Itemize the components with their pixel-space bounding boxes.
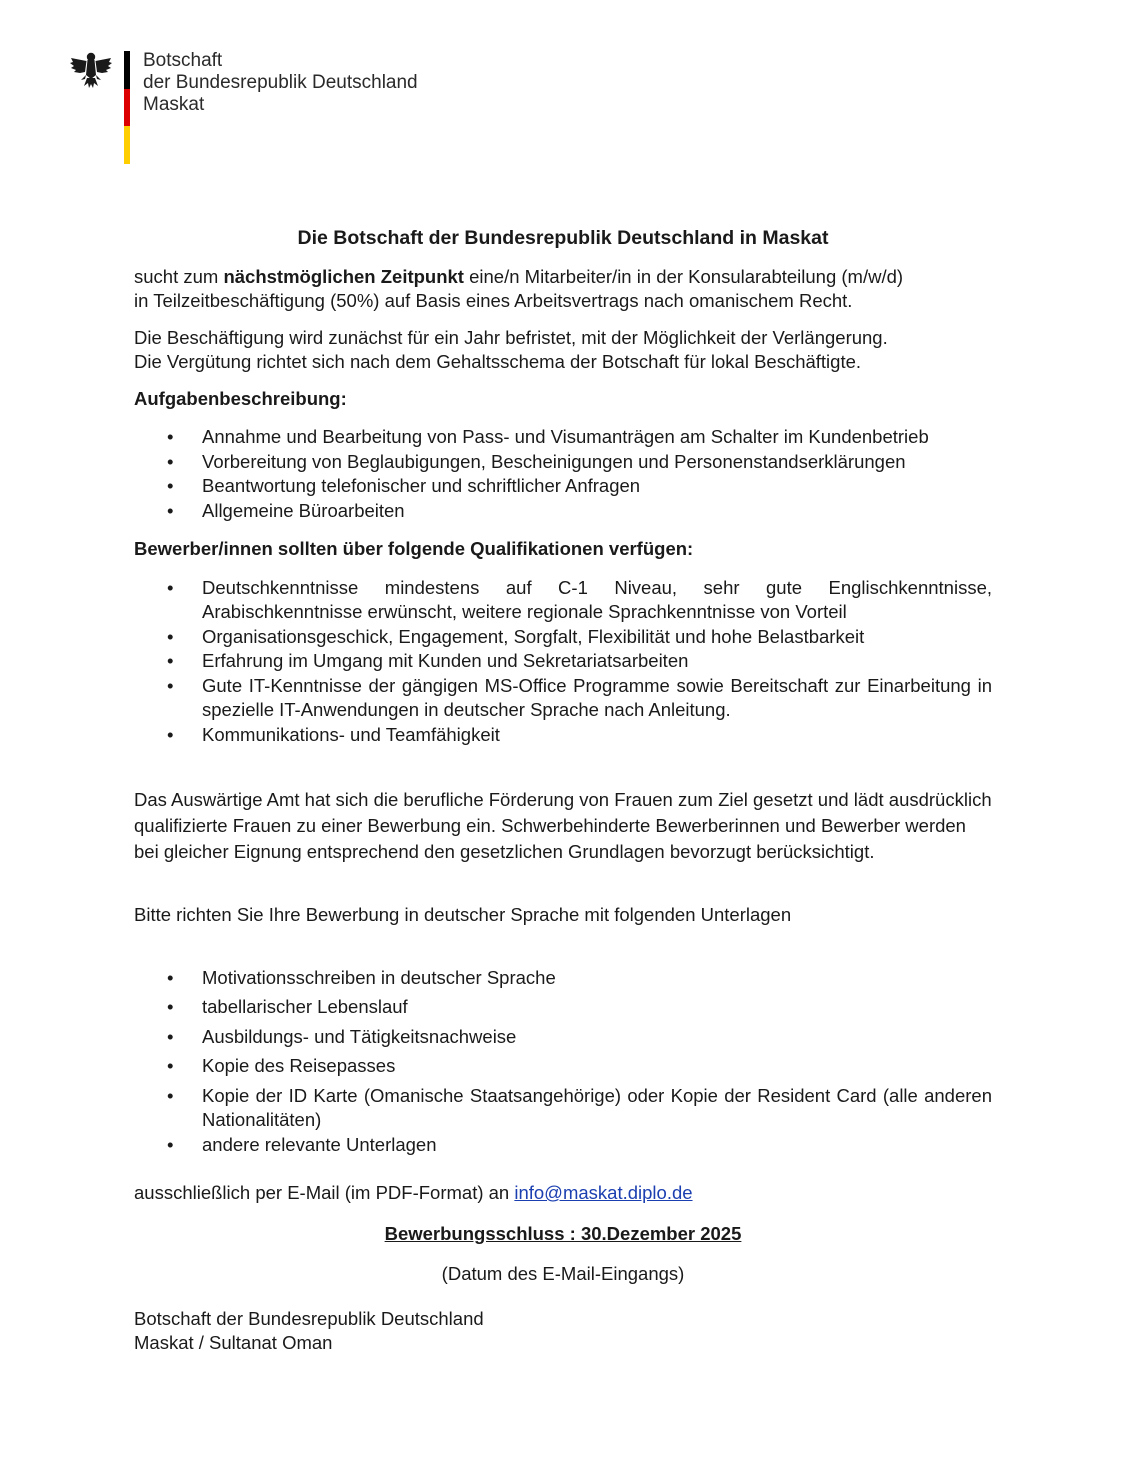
footer-line-2: Maskat / Sultanat Oman (134, 1331, 333, 1353)
german-flag-bar (124, 51, 130, 164)
flag-stripe-red (124, 89, 130, 127)
letterhead-line-1: Botschaft (143, 50, 223, 71)
list-item: • Kommunikations- und Teamfähigkeit (134, 723, 992, 748)
list-item: • Erfahrung im Umgang mit Kunden und Sekretariatsarbeiten (134, 649, 992, 674)
letterhead-line-2: der Bundesrepublik Deutschland (143, 72, 418, 93)
employment-line-1: Die Beschäftigung wird zunächst für ein Jahr befristet, mit der Möglichkeit der Verlängerung. (134, 326, 888, 348)
deadline-note: (Datum des E-Mail-Eingangs) (441, 1263, 685, 1284)
tasks-heading: Aufgabenbeschreibung: (134, 387, 347, 409)
list-item: • Motivationsschreiben in deutscher Sprache (134, 966, 992, 991)
documents-list (134, 966, 992, 1158)
flag-stripe-gold (124, 126, 130, 164)
list-item: • Organisationsgeschick, Engagement, Sorgfalt, Flexibilität und hohe Belastbarkeit (134, 625, 992, 650)
tasks-list (134, 425, 992, 523)
intro-bold: nächstmöglichen Zeitpunkt (223, 265, 464, 287)
document-title: Die Botschaft der Bundesrepublik Deutschland in Maskat (297, 227, 829, 249)
deadline: Bewerbungsschluss : 30.Dezember 2025 (384, 1222, 742, 1244)
equality-paragraph: Das Auswärtige Amt hat sich die berufliche Förderung von Frauen zum Ziel gesetzt und lädt ausdrücklich qualifizierte Frauen zu einer Bewerbung ein. Schwerbehinderte Bewerberinnen und Bewerber werden bei gleicher Eignung entsprechend den gesetzlichen Grundlagen bevorzugt berücksichtigt. (134, 789, 992, 862)
list-item: • Deutschkenntnisse mindestens auf C-1 Niveau, sehr gute Englischkenntnisse, Arabischkenntnisse erwünscht, weitere regionale Sprachkenntnisse von Vorteil (134, 576, 992, 625)
qualifications-heading: Bewerber/innen sollten über folgende Qualifikationen verfügen: (134, 538, 694, 559)
letterhead-line-3: Maskat (143, 94, 205, 115)
list-item: • Kopie der ID Karte (Omanische Staatsangehörige) oder Kopie der Resident Card (alle anderen Nationalitäten) (134, 1084, 992, 1133)
email-instruction (134, 1181, 992, 1206)
list-item: • Allgemeine Büroarbeiten (134, 499, 992, 524)
letterhead (68, 48, 488, 168)
intro-post1: eine/n Mitarbeiter/in in der Konsularabteilung (m/w/d) (463, 265, 904, 287)
document-body (134, 226, 992, 1355)
list-item: • Vorbereitung von Beglaubigungen, Bescheinigungen und Personenstandserklärungen (134, 450, 992, 475)
qualifications-list (134, 576, 992, 748)
letterhead-text (143, 50, 418, 116)
intro-pre: sucht zum (134, 265, 224, 287)
footer-line-1: Botschaft der Bundesrepublik Deutschland (134, 1307, 484, 1329)
employment-line-2: Die Vergütung richtet sich nach dem Gehaltsschema der Botschaft für lokal Beschäftigte. (134, 351, 862, 372)
list-item: • Gute IT-Kenntnisse der gängigen MS-Office Programme sowie Bereitschaft zur Einarbeitung in spezielle IT-Anwendungen in deutscher Sprache nach Anleitung. (134, 674, 992, 723)
intro-paragraph (134, 265, 992, 314)
email-instruction-text: ausschließlich per E-Mail (im PDF-Format) an (134, 1182, 515, 1203)
list-item: • Kopie des Reisepasses (134, 1054, 992, 1079)
list-item: • Beantwortung telefonischer und schriftlicher Anfragen (134, 474, 992, 499)
flag-stripe-black (124, 51, 130, 89)
email-link[interactable]: info@maskat.diplo.de (514, 1182, 693, 1203)
application-intro: Bitte richten Sie Ihre Bewerbung in deutscher Sprache mit folgenden Unterlagen (134, 904, 792, 925)
list-item: • tabellarischer Lebenslauf (134, 995, 992, 1020)
intro-post2: in Teilzeitbeschäftigung (50%) auf Basis eines Arbeitsvertrags nach omanischem Recht. (134, 290, 853, 311)
federal-eagle-icon (68, 48, 114, 94)
employment-paragraph (134, 326, 992, 375)
list-item: • Annahme und Bearbeitung von Pass- und Visumanträgen am Schalter im Kundenbetrieb (134, 425, 992, 450)
list-item: • andere relevante Unterlagen (134, 1133, 992, 1158)
list-item: • Ausbildungs- und Tätigkeitsnachweise (134, 1025, 992, 1050)
